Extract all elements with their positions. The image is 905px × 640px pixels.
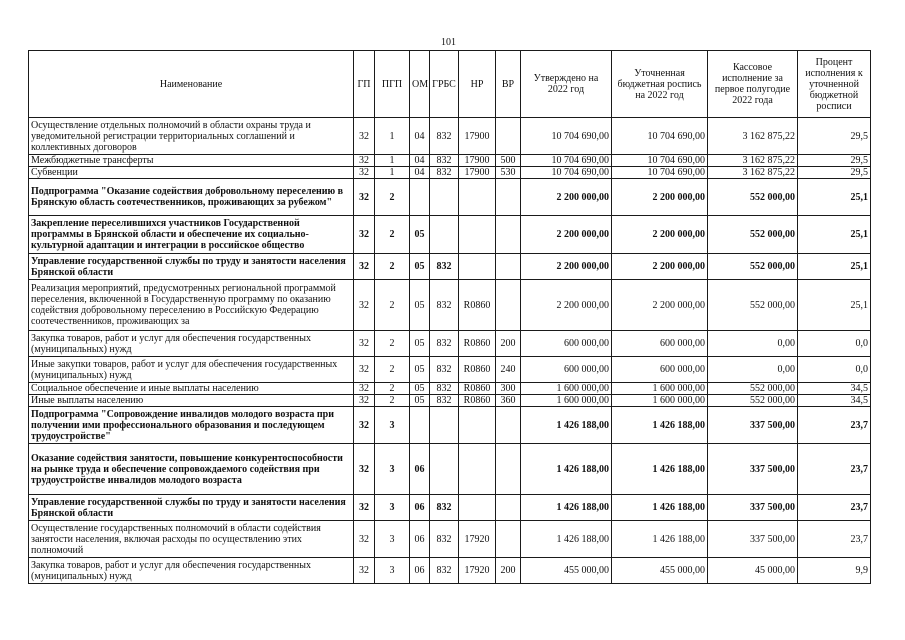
row-np: 17920 [459,521,496,558]
table-row [29,407,871,444]
row-refined: 1 600 000,00 [612,395,708,407]
row-np: 17900 [459,167,496,179]
row-gp: 32 [354,254,375,280]
row-vr: 200 [496,331,521,357]
row-approved: 10 704 690,00 [521,167,612,179]
row-gp: 32 [354,216,375,254]
row-ppgp: 2 [375,254,410,280]
row-refined: 2 200 000,00 [612,216,708,254]
row-refined: 1 426 188,00 [612,444,708,495]
row-ppgp: 2 [375,395,410,407]
row-refined: 10 704 690,00 [612,167,708,179]
row-ppgp: 3 [375,558,410,584]
header-om: ОМ [410,51,430,118]
table-row [29,357,871,383]
table-row [29,331,871,357]
table-row [29,155,871,167]
row-cash: 337 500,00 [708,521,798,558]
table-row [29,383,871,395]
table-row [29,118,871,155]
row-om: 05 [410,216,430,254]
row-percent: 25,1 [798,254,871,280]
row-name: Управление государственной службы по труду и занятости населения Брянской области [29,495,354,521]
row-vr [496,521,521,558]
row-approved: 1 426 188,00 [521,521,612,558]
header-gp: ГП [354,51,375,118]
table-row [29,395,871,407]
row-ppgp: 1 [375,118,410,155]
row-name: Иные закупки товаров, работ и услуг для обеспечения государственных (муниципальных) нужд [29,357,354,383]
row-om [410,179,430,216]
row-ppgp: 1 [375,155,410,167]
row-percent: 25,1 [798,280,871,331]
row-refined: 1 426 188,00 [612,407,708,444]
row-om: 04 [410,155,430,167]
row-ppgp: 2 [375,280,410,331]
row-grbs [430,216,459,254]
row-name: Реализация мероприятий, предусмотренных региональной программой переселения, включенной в Государственную программу по оказанию содействия добровольному переселению в Российскую Федерацию соотечественников, проживающих за [29,280,354,331]
header-vr: ВР [496,51,521,118]
row-vr: 500 [496,155,521,167]
row-refined: 10 704 690,00 [612,118,708,155]
row-np [459,254,496,280]
row-cash: 552 000,00 [708,395,798,407]
row-ppgp: 2 [375,383,410,395]
table-row [29,216,871,254]
row-vr [496,216,521,254]
row-approved: 1 426 188,00 [521,444,612,495]
header-name: Наименование [29,51,354,118]
row-name: Иные выплаты населению [29,395,354,407]
row-approved: 2 200 000,00 [521,216,612,254]
row-gp: 32 [354,155,375,167]
header-refined: Уточненная бюджетная роспись на 2022 год [612,51,708,118]
row-om: 06 [410,444,430,495]
row-name: Управление государственной службы по труду и занятости населения Брянской области [29,254,354,280]
header-cash: Кассовое исполнение за первое полугодие 2022 года [708,51,798,118]
row-vr: 530 [496,167,521,179]
row-om: 05 [410,254,430,280]
table-row [29,521,871,558]
row-grbs [430,407,459,444]
row-gp: 32 [354,407,375,444]
row-om: 06 [410,495,430,521]
row-vr [496,495,521,521]
row-name: Подпрограмма "Сопровождение инвалидов молодого возраста при получении ими профессионального образования и последующем трудоустройстве" [29,407,354,444]
budget-table [28,50,871,584]
row-approved: 600 000,00 [521,357,612,383]
row-grbs: 832 [430,383,459,395]
table-row [29,167,871,179]
row-om: 05 [410,331,430,357]
row-name: Социальное обеспечение и иные выплаты населению [29,383,354,395]
row-vr [496,407,521,444]
row-np [459,444,496,495]
row-grbs: 832 [430,357,459,383]
row-approved: 2 200 000,00 [521,179,612,216]
row-gp: 32 [354,179,375,216]
table-row [29,280,871,331]
row-np [459,407,496,444]
row-approved: 1 426 188,00 [521,407,612,444]
row-percent: 23,7 [798,521,871,558]
row-grbs: 832 [430,118,459,155]
row-gp: 32 [354,395,375,407]
row-grbs: 832 [430,155,459,167]
row-name: Закупка товаров, работ и услуг для обеспечения государственных (муниципальных) нужд [29,558,354,584]
row-refined: 1 426 188,00 [612,521,708,558]
row-refined: 1 600 000,00 [612,383,708,395]
row-cash: 552 000,00 [708,216,798,254]
row-gp: 32 [354,521,375,558]
table-body [29,118,871,584]
table-row [29,558,871,584]
row-percent: 0,0 [798,331,871,357]
table-row [29,495,871,521]
row-cash: 45 000,00 [708,558,798,584]
row-percent: 29,5 [798,155,871,167]
header-np: НР [459,51,496,118]
row-vr [496,280,521,331]
row-vr [496,254,521,280]
row-cash: 552 000,00 [708,254,798,280]
row-gp: 32 [354,357,375,383]
row-cash: 0,00 [708,331,798,357]
row-grbs: 832 [430,167,459,179]
row-grbs: 832 [430,495,459,521]
row-approved: 1 600 000,00 [521,395,612,407]
row-ppgp: 2 [375,331,410,357]
row-np: R0860 [459,280,496,331]
row-percent: 34,5 [798,395,871,407]
row-refined: 2 200 000,00 [612,280,708,331]
row-np: 17920 [459,558,496,584]
row-percent: 25,1 [798,216,871,254]
row-percent: 23,7 [798,444,871,495]
row-name: Осуществление отдельных полномочий в области охраны труда и уведомительной регистрации территориальных соглашений и коллективных договоров [29,118,354,155]
row-refined: 2 200 000,00 [612,179,708,216]
row-np [459,216,496,254]
row-cash: 337 500,00 [708,407,798,444]
row-grbs: 832 [430,558,459,584]
row-gp: 32 [354,495,375,521]
row-gp: 32 [354,280,375,331]
row-om: 05 [410,280,430,331]
header-ppgp: ПГП [375,51,410,118]
row-percent: 29,5 [798,118,871,155]
row-grbs: 832 [430,254,459,280]
row-np [459,179,496,216]
row-cash: 0,00 [708,357,798,383]
row-approved: 2 200 000,00 [521,254,612,280]
row-np: 17900 [459,118,496,155]
row-name: Межбюджетные трансферты [29,155,354,167]
row-name: Закупка товаров, работ и услуг для обеспечения государственных (муниципальных) нужд [29,331,354,357]
row-vr: 240 [496,357,521,383]
row-approved: 1 600 000,00 [521,383,612,395]
row-cash: 552 000,00 [708,280,798,331]
row-percent: 34,5 [798,383,871,395]
row-refined: 2 200 000,00 [612,254,708,280]
row-approved: 1 426 188,00 [521,495,612,521]
row-np: R0860 [459,395,496,407]
row-ppgp: 3 [375,521,410,558]
row-name: Осуществление государственных полномочий в области содействия занятости населения, включая расходы по осуществлению этих полномочий [29,521,354,558]
row-ppgp: 1 [375,167,410,179]
row-grbs: 832 [430,395,459,407]
row-percent: 23,7 [798,495,871,521]
row-refined: 10 704 690,00 [612,155,708,167]
row-name: Оказание содействия занятости, повышение конкурентоспособности на рынке труда и обеспечение сопровождаемого содействия при трудоустройстве инвалидов молодого возраста [29,444,354,495]
row-refined: 455 000,00 [612,558,708,584]
row-ppgp: 3 [375,407,410,444]
row-om: 04 [410,167,430,179]
row-gp: 32 [354,118,375,155]
row-name: Субвенции [29,167,354,179]
row-ppgp: 3 [375,495,410,521]
row-percent: 23,7 [798,407,871,444]
row-np: R0860 [459,331,496,357]
row-vr: 360 [496,395,521,407]
row-gp: 32 [354,167,375,179]
row-ppgp: 2 [375,216,410,254]
header-grbs: ГРБС [430,51,459,118]
row-vr [496,118,521,155]
table-row [29,179,871,216]
row-approved: 455 000,00 [521,558,612,584]
row-approved: 600 000,00 [521,331,612,357]
row-gp: 32 [354,558,375,584]
row-gp: 32 [354,444,375,495]
row-cash: 552 000,00 [708,383,798,395]
row-cash: 337 500,00 [708,444,798,495]
row-percent: 9,9 [798,558,871,584]
header-approved: Утверждено на 2022 год [521,51,612,118]
row-cash: 3 162 875,22 [708,155,798,167]
row-grbs: 832 [430,280,459,331]
row-percent: 29,5 [798,167,871,179]
row-om: 06 [410,558,430,584]
row-percent: 25,1 [798,179,871,216]
row-grbs [430,179,459,216]
table-row [29,444,871,495]
row-ppgp: 2 [375,179,410,216]
row-percent: 0,0 [798,357,871,383]
row-refined: 600 000,00 [612,357,708,383]
row-cash: 552 000,00 [708,179,798,216]
row-refined: 600 000,00 [612,331,708,357]
row-vr: 300 [496,383,521,395]
row-np [459,495,496,521]
row-np: 17900 [459,155,496,167]
page-number: 101 [441,37,456,48]
row-gp: 32 [354,383,375,395]
table-row [29,254,871,280]
row-om: 05 [410,383,430,395]
row-vr [496,444,521,495]
row-np: R0860 [459,383,496,395]
row-approved: 10 704 690,00 [521,118,612,155]
row-vr: 200 [496,558,521,584]
row-cash: 3 162 875,22 [708,118,798,155]
row-cash: 3 162 875,22 [708,167,798,179]
row-refined: 1 426 188,00 [612,495,708,521]
row-name: Закрепление переселившихся участников Государственной программы в Брянской области и обеспечение их социально-культурной адаптации и интеграции в российское общество [29,216,354,254]
row-om: 04 [410,118,430,155]
table-header-row [29,51,871,118]
row-grbs [430,444,459,495]
row-om: 06 [410,521,430,558]
row-cash: 337 500,00 [708,495,798,521]
row-grbs: 832 [430,521,459,558]
row-approved: 2 200 000,00 [521,280,612,331]
row-np: R0860 [459,357,496,383]
row-om: 05 [410,357,430,383]
row-ppgp: 2 [375,357,410,383]
row-name: Подпрограмма "Оказание содействия добровольному переселению в Брянскую область соотечественников, проживающих за рубежом" [29,179,354,216]
row-approved: 10 704 690,00 [521,155,612,167]
row-ppgp: 3 [375,444,410,495]
row-grbs: 832 [430,331,459,357]
header-percent: Процент исполнения к уточненной бюджетной росписи [798,51,871,118]
row-om [410,407,430,444]
row-vr [496,179,521,216]
row-om: 05 [410,395,430,407]
row-gp: 32 [354,331,375,357]
